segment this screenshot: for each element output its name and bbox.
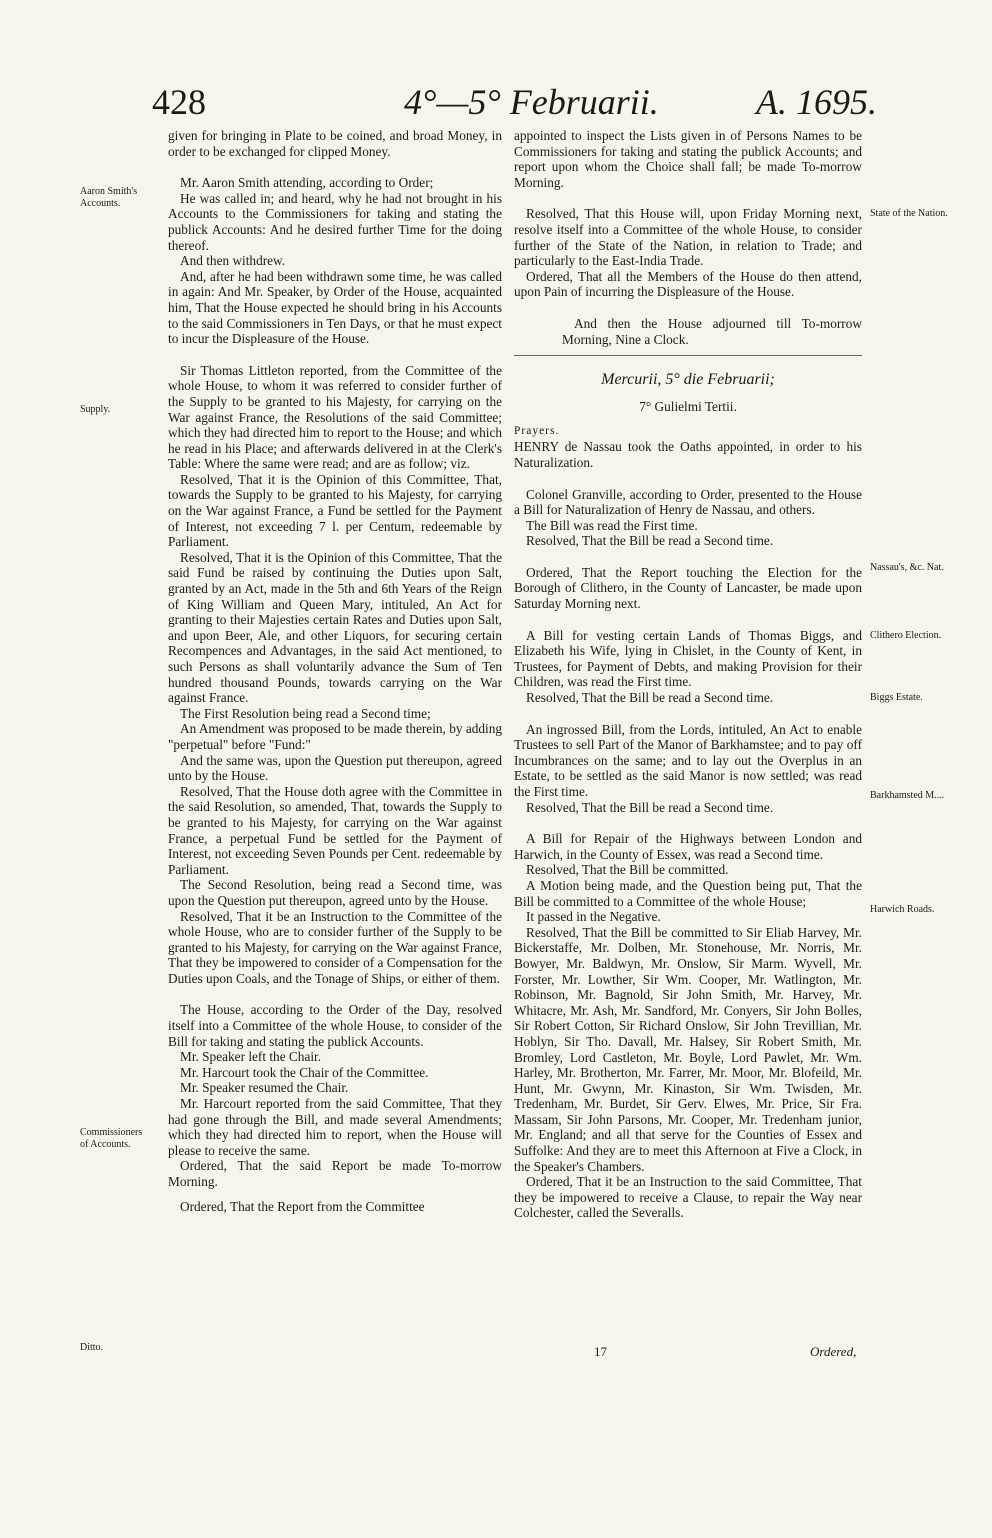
paragraph: The House, according to the Order of the Day, resolved itself into a Committee of the whole House, to consider of the Bill for taking and stating the publick Accounts. (168, 1002, 502, 1049)
regnal-year: 7° Gulielmi Tertii. (639, 399, 737, 415)
margin-note: Biggs Estate. (870, 692, 923, 703)
paragraph: Ordered, That the said Report be made To-morrow Morning. (168, 1158, 502, 1189)
day-heading: Mercurii, 5° die Februarii; (601, 371, 775, 389)
margin-note: Clithero Election. (870, 630, 942, 641)
margin-note: Nassau's, &c. Nat. (870, 562, 944, 573)
page-date: 4°—5° Februarii. (404, 82, 659, 122)
paragraph: And then withdrew. (180, 253, 286, 269)
paragraph: HENRY de Nassau took the Oaths appointed, in order to his Naturalization. (514, 439, 862, 470)
paragraph: An Amendment was proposed to be made therein, by adding "perpetual" before "Fund:" (168, 721, 503, 752)
paragraph: A Bill for Repair of the Highways between London and Harwich, in the County of Essex, was read a Second time. (514, 831, 862, 862)
paragraph: Resolved, That the Bill be read a Second time. (526, 690, 774, 706)
page-header (0, 80, 992, 130)
paragraph: Resolved, That this House will, upon Friday Morning next, resolve itself into a Committee of the whole House, to consider further of the State of the Nation, in relation to Trade; and particularly to the East-India Trade. (514, 206, 862, 269)
paragraph: Resolved, That the House doth agree with the Committee in the said Resolution, so amended, That, towards the Supply to be granted to his Majesty, for carrying on the War against France, a perpetual Fund be settled for the Payment of Interest, not exceeding Seven Pounds per Cent. redeemable by Parliament. (168, 783, 502, 877)
paragraph: It passed in the Negative. (526, 909, 661, 925)
paragraph: Mr. Speaker resumed the Chair. (180, 1080, 349, 1096)
paragraph: Resolved, That the Bill be committed to Sir Eliab Harvey, Mr. Bickerstaffe, Mr. Dolben, Mr. Stonehouse, Mr. Norris, Mr. Bowyer, Mr. Baldwyn, Mr. Onslow, Sir Marm. Wyvell, Mr. Forster, Mr. Lowther, Sir Wm. Cooper, Mr. Watlington, Mr. Robinson, Mr. Bagnold, Sir John Smith, Mr. Harvey, Mr. Whitacre, Mr. Ash, Mr. Sandford, Mr. Conyers, Sir John Bolles, Sir Robert Cotton, Sir Richard Onslow, Sir John Trevillian, Mr. Hoblyn, Sir Tho. Davall, Mr. Halsey, Sir Robert Smith, Mr. Bromley, Lord Castleton, Mr. Boyle, Lord Pawlet, Mr. Wm. Harley, Mr. Brotherton, Mr. Farrer, Mr. Moor, Mr. Blofeild, Mr. Hunt, Mr. Gwynn, Mr. Kinaston, Sir Wm. Twisden, Mr. Tredenham, Mr. Burdet, Sir Gerv. Elwes, Mr. Price, Sir Fra. Massam, Sir John Parsons, Mr. Cooper, Mr. Tredenham junior, Mr. England; and all that serve for the Counties of Essex and Suffolke: And they are to meet this Afternoon at Five a Clock, in the Speaker's Chambers. (514, 924, 862, 1174)
paragraph: Resolved, That the Bill be committed. (526, 862, 729, 878)
paragraph: Ordered, That all the Members of the House do then attend, upon Pain of incurring the Displeasure of the House. (514, 268, 862, 300)
margin-note: Commissioners of Accounts. (80, 1127, 143, 1150)
paragraph: Resolved, That it is the Opinion of this Committee, That the said Fund be raised by continuing the Duties upon Salt, granted by an Act, made in the 5th and 6th Years of the Reign of King William and Queen Mary, intituled, An Act for granting to their Majesties certain Rates and Duties upon Salt, and upon Beer, Ale, and other Liquors, for securing certain Recompences and Advantages, in the said Act mentioned, to such Persons as shall voluntarily advance the Sum of Ten hundred thousand Pounds, towards carrying on the War against France. (168, 549, 502, 706)
paragraph: Mr. Aaron Smith attending, according to Order; (180, 175, 434, 191)
signature-mark: 17 (594, 1344, 607, 1359)
paragraph: Sir Thomas Littleton reported, from the Committee of the whole House, to whom it was referred to consider further of the Supply to be granted to his Majesty, for carrying on the War against France, the Resolutions of the said Committee; which they had directed him to report to the House; and which he read in his Place; and afterwards delivered in at the Clerk's Table: Where the same were read; and are as follow; viz. (168, 362, 502, 472)
margin-note: Ditto. (80, 1342, 104, 1353)
paragraph: appointed to inspect the Lists given in of Persons Names to be Commissioners for taking and stating the publick Accounts; and report upon whom the Choice shall fall; be made To-morrow Morning. (514, 128, 862, 190)
paragraph: He was called in; and heard, why he had not brought in his Accounts to the Commissioners for taking and stating the publick Accounts: And he desired further Time for the doing thereof. (168, 190, 502, 253)
margin-note: Barkhamsted M.... (870, 790, 945, 801)
margin-note: State of the Nation. (870, 208, 948, 219)
paragraph: Resolved, That it is the Opinion of this Committee, That, towards the Supply to be granted to his Majesty, for carrying on the War against France, a Fund be settled for the Payment of Interest, not exceeding 7 l. per Centum, redeemable by Parliament. (168, 471, 502, 550)
section-rule (514, 355, 862, 356)
catchword: Ordered, (810, 1344, 857, 1359)
paragraph: A Motion being made, and the Question being put, That the Bill be committed to a Committee of the whole House; (514, 877, 862, 909)
paragraph: Mr. Speaker left the Chair. (180, 1049, 322, 1065)
paragraph: The Bill was read the First time. (526, 517, 698, 533)
paragraph: Mr. Harcourt reported from the said Committee, That they had gone through the Bill, and made several Amendments; which they had directed him to report, when the House will please to receive the same. (168, 1096, 502, 1158)
paragraph: The First Resolution being read a Second time; (180, 705, 431, 721)
right-column (514, 128, 862, 1221)
page-year: A. 1695. (756, 82, 877, 122)
paragraph: Mr. Harcourt took the Chair of the Committee. (180, 1064, 429, 1080)
paragraph: And, after he had been withdrawn some time, he was called in again: And Mr. Speaker, by Order of the House, acquainted him, That the House expected he should bring in his Accounts to the said Commissioners in Ten Days, or that he must expect to incur the Displeasure of the House. (168, 268, 502, 347)
page-number: 428 (152, 82, 206, 122)
paragraph: The Second Resolution, being read a Second time, was upon the Question put thereupon, agreed unto by the House. (168, 877, 502, 908)
paragraph: given for bringing in Plate to be coined, and broad Money, in order to be exchanged for clipped Money. (168, 128, 502, 159)
prayers-heading: Prayers. (514, 424, 560, 437)
paragraph: And the same was, upon the Question put thereupon, agreed unto by the House. (168, 752, 502, 784)
paragraph: An ingrossed Bill, from the Lords, intituled, An Act to enable Trustees to sell Part of the Manor of Barkhamstee; and to pay off Incumbrances on the same; and to lay out the Overplus in an Estate, to be settled as the said Manor is now settled; was read the First time. (514, 721, 862, 799)
paragraph: Ordered, That the Report touching the Election for the Borough of Clithero, in the County of Lancaster, be made upon Saturday Morning next. (514, 564, 862, 612)
paragraph: Ordered, That it be an Instruction to the said Committee, That they be impowered to receive a Clause, to repair the Way near Colchester, called the Severalls. (514, 1174, 862, 1221)
left-column (168, 128, 502, 1214)
margin-note: Aaron Smith's Accounts. (80, 186, 138, 209)
paragraph: Ordered, That the Report from the Committee (180, 1198, 425, 1214)
margin-note: Harwich Roads. (870, 904, 935, 915)
paragraph: Resolved, That the Bill be read a Second time. (526, 533, 774, 549)
paragraph: A Bill for vesting certain Lands of Thomas Biggs, and Elizabeth his Wife, lying in Chislet, in the County of Kent, in Trustees, for Payment of Debts, and making Provision for their Children, was read the First time. (514, 627, 862, 690)
adjournment: And then the House adjourned till To-morrow Morning, Nine a Clock. (562, 315, 862, 347)
paragraph: Resolved, That the Bill be read a Second time. (526, 799, 774, 815)
paragraph: Colonel Granville, according to Order, presented to the House a Bill for Naturalization of Henry de Nassau, and others. (514, 486, 862, 518)
margin-note: Supply. (80, 404, 111, 415)
paragraph: Resolved, That it be an Instruction to the Committee of the whole House, who are to consider further of the Supply to be granted to his Majesty, for carrying on the War against France, That they be impowered to consider of a Compensation for the Duties upon Coals, and the Tonage of Ships, or either of them. (168, 908, 502, 986)
